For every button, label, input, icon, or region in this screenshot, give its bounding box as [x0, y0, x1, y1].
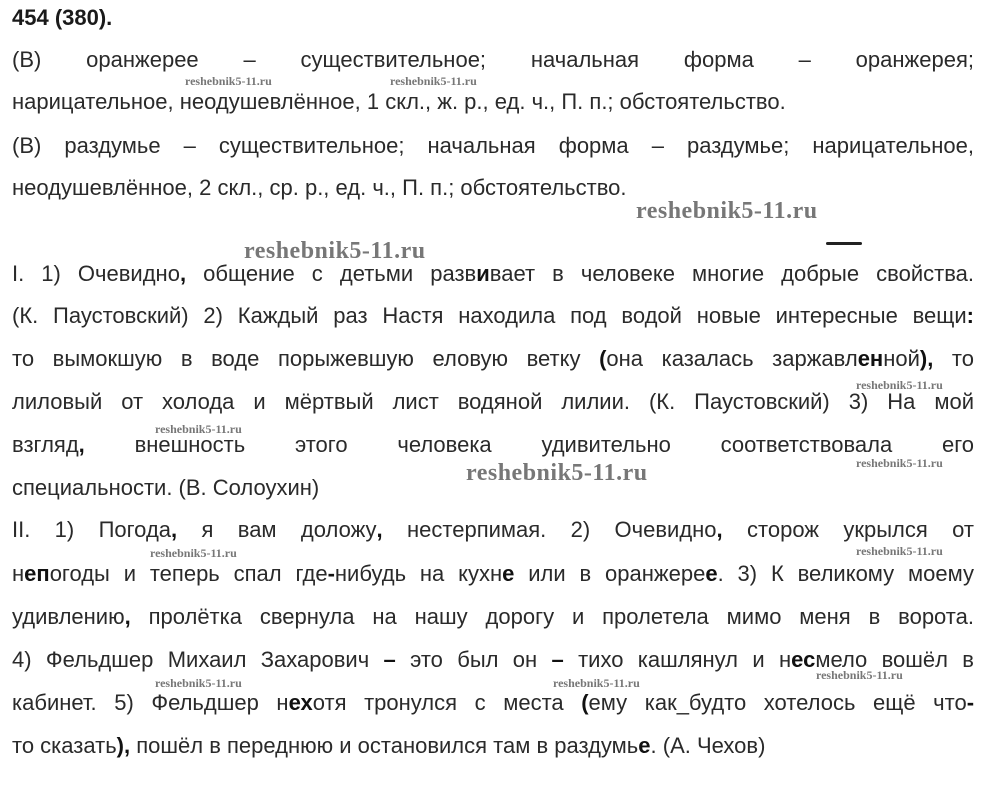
watermark: reshebnik5-11.ru [244, 238, 426, 264]
watermark: reshebnik5-11.ru [390, 74, 477, 88]
text-line: I. 1) Очевидно, общение с детьми развивает в человеке многие добрые свойства. [12, 261, 974, 286]
text-line: (В) раздумье – существительное; начальная форма – раздумье; нарицательное, [12, 133, 974, 158]
text-line: то вымокшую в воде порыжевшую еловую ветку (она казалась заржавленной), то [12, 346, 974, 371]
watermark: reshebnik5-11.ru [856, 378, 943, 392]
text-line: специальности. (В. Солоухин) [12, 475, 320, 500]
watermark: reshebnik5-11.ru [155, 676, 242, 690]
watermark: reshebnik5-11.ru [856, 456, 943, 470]
text-line: 4) Фельдшер Михаил Захарович – это был он – тихо кашлянул и несмело вошёл в [12, 647, 974, 672]
text-line: (К. Паустовский) 2) Каждый раз Настя находила под водой новые интересные вещи: [12, 303, 974, 328]
text-line: неодушевлённое, 2 скл., ср. р., ед. ч., П. п.; обстоятельство. [12, 175, 627, 200]
watermark: reshebnik5-11.ru [856, 544, 943, 558]
text-line: II. 1) Погода, я вам доложу, нестерпимая. 2) Очевидно, сторож укрылся от [12, 517, 974, 542]
watermark: reshebnik5-11.ru [185, 74, 272, 88]
watermark: reshebnik5-11.ru [636, 198, 818, 224]
text-line: взгляд, внешность этого человека удивительно соответствовала его [12, 432, 974, 457]
text-line: нарицательное, неодушевлённое, 1 скл., ж. р., ед. ч., П. п.; обстоятельство. [12, 89, 786, 114]
text-line: удивлению, пролётка свернула на нашу дорогу и пролетела мимо меня в ворота. [12, 604, 974, 629]
watermark: reshebnik5-11.ru [816, 668, 903, 682]
decorative-dash [826, 242, 862, 245]
watermark: reshebnik5-11.ru [553, 676, 640, 690]
watermark: reshebnik5-11.ru [155, 422, 242, 436]
text-line: лиловый от холода и мёртвый лист водяной лилии. (К. Паустовский) 3) На мой [12, 389, 974, 414]
text-line: непогоды и теперь спал где-нибудь на кухне или в оранжерее. 3) К великому моему [12, 561, 974, 586]
watermark: reshebnik5-11.ru [466, 460, 648, 486]
text-line: кабинет. 5) Фельдшер нехотя тронулся с места (ему как_будто хотелось ещё что- [12, 690, 974, 715]
text-line: (В) оранжерее – существительное; начальная форма – оранжерея; [12, 47, 974, 72]
text-line: то сказать), пошёл в переднюю и остановился там в раздумье. (А. Чехов) [12, 733, 766, 758]
watermark: reshebnik5-11.ru [150, 546, 237, 560]
exercise-number: 454 (380). [12, 5, 113, 30]
